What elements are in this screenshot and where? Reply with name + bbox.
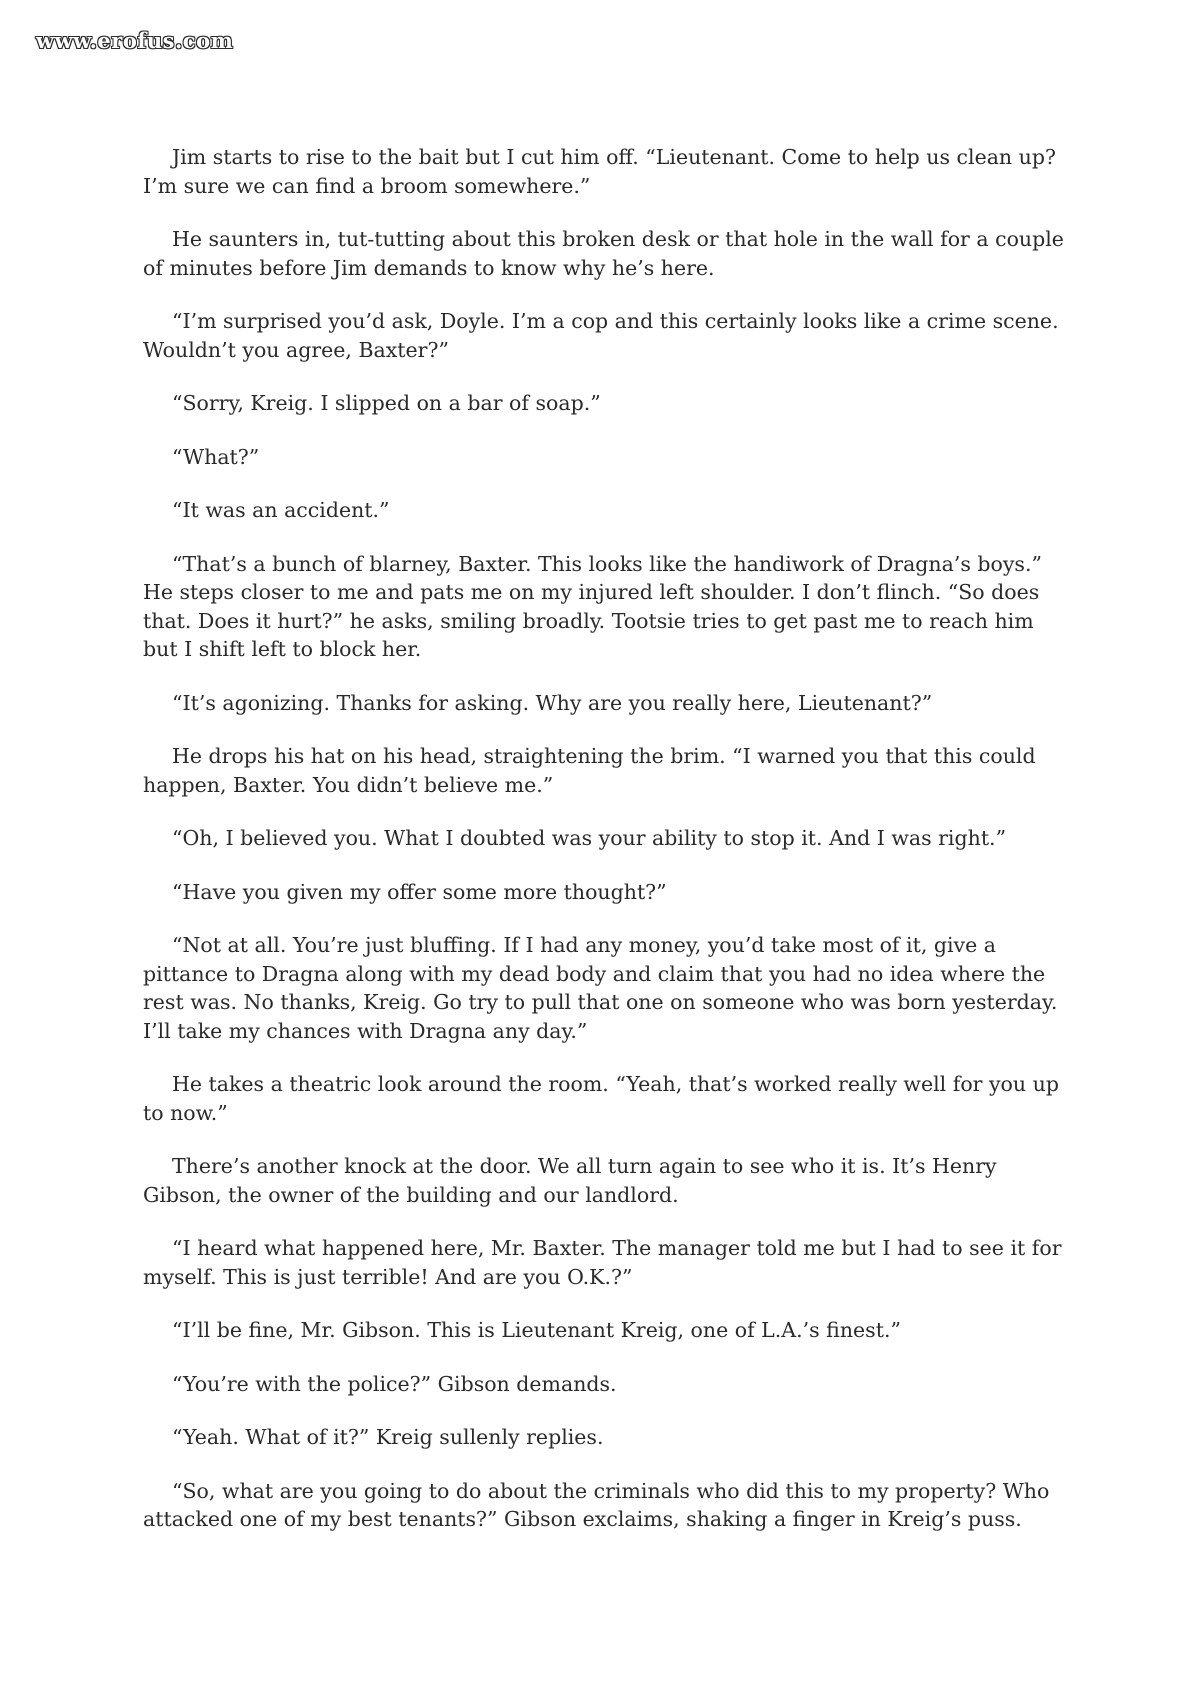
paragraph: Jim starts to rise to the bait but I cut him off. “Lieutenant. Come to help us clean up? I’m sure we can find a broom somewhere.” [143,145,1056,198]
paragraph: “Not at all. You’re just bluffing. If I had any money, you’d take most of it, give a pittance to Dragna along with my dead body and claim that you had no idea where the rest was. No thanks, Kreig. Go try to pull that one on someone who was born yesterday. I’ll take my chances with Dragna any day.” [143,933,1058,1043]
paragraph: He saunters in, tut-tutting about this broken desk or that hole in the wall for a couple of minutes before Jim demands to know why he’s here. [143,227,1064,280]
paragraph: “What?” [172,444,260,469]
paragraph: “You’re with the police?” Gibson demands. [172,1371,617,1396]
paragraph: “Have you given my offer some more thought?” [172,879,667,904]
watermark: www.erofus.com [36,28,234,53]
paragraph: “Yeah. What of it?” Kreig sullenly replies. [172,1425,604,1449]
paragraph: “I’ll be fine, Mr. Gibson. This is Lieutenant Kreig, one of L.A.’s finest.” [172,1318,901,1342]
paragraph: “It was an accident.” [172,498,390,522]
page-body [143,143,1065,1559]
paragraph: He takes a theatric look around the room. “Yeah, that’s worked really well for you up to now.” [143,1072,1059,1125]
paragraph: “So, what are you going to do about the criminals who did this to my property? Who attacked one of my best tenants?” Gibson exclaims, shaking a finger in Kreig’s puss. [143,1478,1050,1531]
paragraph: “I’m surprised you’d ask, Doyle. I’m a cop and this certainly looks like a crime scene. Wouldn’t you agree, Baxter?” [143,309,1059,362]
paragraph: “I heard what happened here, Mr. Baxter. The manager told me but I had to see it for myself. This is just terrible! And are you O.K.?” [143,1236,1062,1289]
paragraph: There’s another knock at the door. We all turn again to see who it is. It’s Henry Gibson, the owner of the building and our landlord. [143,1154,997,1207]
paragraph: He drops his hat on his head, straightening the brim. “I warned you that this could happen, Baxter. You didn’t believe me.” [143,744,1036,797]
paragraph: “Oh, I believed you. What I doubted was your ability to stop it. And I was right.” [172,826,1007,850]
paragraph: “That’s a bunch of blarney, Baxter. This looks like the handiwork of Dragna’s boys.” He steps closer to me and pats me on my injured left shoulder. I don’t flinch. “So does that. Does it hurt?” he asks, smiling broadly. Tootsie tries to get past me to reach him but I shift left to block her. [143,551,1042,661]
paragraph: “It’s agonizing. Thanks for asking. Why are you really here, Lieutenant?” [172,690,933,715]
paragraph: “Sorry, Kreig. I slipped on a bar of soap.” [172,391,601,415]
